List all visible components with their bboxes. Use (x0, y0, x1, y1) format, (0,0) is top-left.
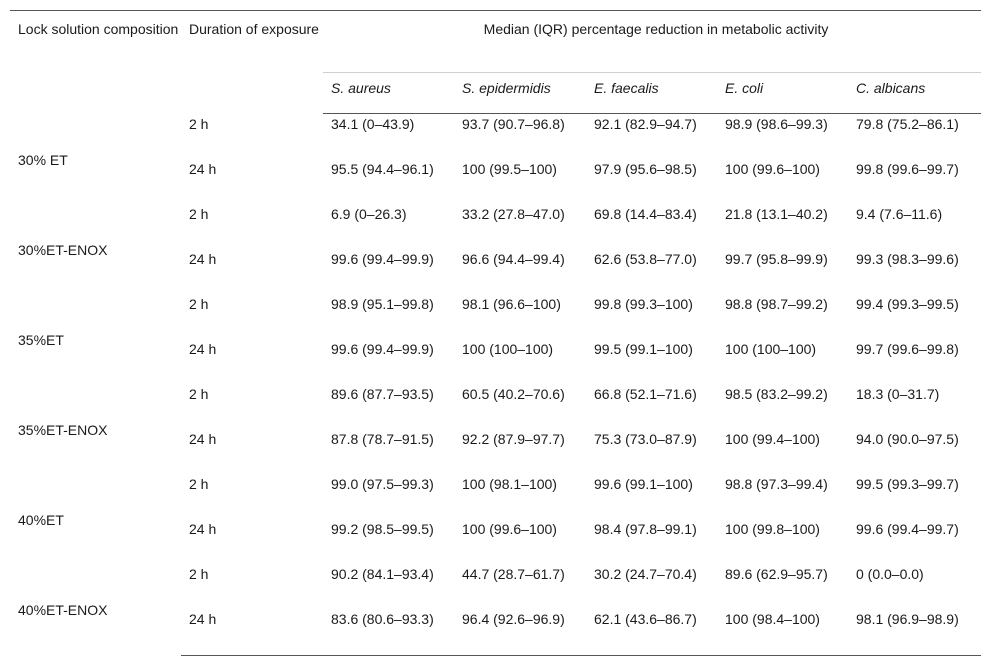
table-body (10, 114, 981, 656)
value-cell: 83.6 (80.6–93.3) (323, 610, 454, 656)
value-cell: 96.6 (94.4–99.4) (462, 251, 565, 267)
table-row (10, 385, 981, 430)
header-row (10, 11, 981, 73)
duration-cell: 2 h (189, 476, 209, 492)
value-cell: 69.8 (14.4–83.4) (594, 206, 697, 222)
composition-cell: 30%ET-ENOX (18, 242, 108, 258)
value-cell: 99.6 (99.4–99.9) (331, 251, 434, 267)
value-cell: 60.5 (40.2–70.6) (462, 386, 565, 402)
value-cell: 100 (99.4–100) (725, 431, 820, 447)
value-cell: 99.4 (99.3–99.5) (856, 296, 959, 312)
value-cell: 99.3 (98.3–99.6) (856, 251, 959, 267)
value-cell: 75.3 (73.0–87.9) (594, 431, 697, 447)
composition-cell: 35%ET-ENOX (18, 422, 108, 438)
composition-cell: 35%ET (18, 332, 64, 348)
duration-cell: 24 h (189, 161, 217, 177)
value-cell: 93.7 (90.7–96.8) (462, 116, 565, 132)
duration-cell: 2 h (189, 566, 209, 582)
value-cell: 99.6 (99.4–99.7) (856, 521, 959, 537)
value-cell: 99.5 (99.1–100) (594, 341, 693, 357)
value-cell: 96.4 (92.6–96.9) (454, 610, 586, 656)
value-cell: 95.5 (94.4–96.1) (331, 161, 434, 177)
value-cell: 98.9 (95.1–99.8) (331, 296, 434, 312)
composition-cell: 40%ET (18, 512, 64, 528)
table-row (10, 475, 981, 520)
table-row (10, 295, 981, 340)
value-cell: 100 (99.6–100) (462, 521, 557, 537)
value-cell: 98.5 (83.2–99.2) (725, 386, 828, 402)
value-cell: 30.2 (24.7–70.4) (594, 566, 697, 582)
value-cell: 99.6 (99.4–99.9) (331, 341, 434, 357)
value-cell: 98.9 (98.6–99.3) (725, 116, 828, 132)
header-organism: S. aureus (323, 73, 454, 114)
value-cell: 100 (100–100) (462, 341, 554, 357)
value-cell: 87.8 (78.7–91.5) (331, 431, 434, 447)
value-cell: 97.9 (95.6–98.5) (594, 161, 697, 177)
value-cell: 100 (99.5–100) (462, 161, 557, 177)
value-cell: 100 (99.6–100) (725, 161, 820, 177)
value-cell: 18.3 (0–31.7) (856, 386, 940, 402)
value-cell: 66.8 (52.1–71.6) (594, 386, 697, 402)
duration-cell: 24 h (189, 341, 217, 357)
value-cell: 99.2 (98.5–99.5) (331, 521, 434, 537)
duration-cell: 24 h (181, 610, 323, 656)
value-cell: 98.4 (97.8–99.1) (594, 521, 697, 537)
value-cell: 99.7 (95.8–99.9) (725, 251, 828, 267)
value-cell: 99.7 (99.6–99.8) (856, 341, 959, 357)
header-lock-solution: Lock solution composition (10, 11, 181, 114)
header-organism: E. faecalis (586, 73, 717, 114)
value-cell: 89.6 (87.7–93.5) (331, 386, 434, 402)
header-duration: Duration of exposure (181, 11, 323, 114)
value-cell: 94.0 (90.0–97.5) (856, 431, 959, 447)
header-organism: C. albicans (848, 73, 981, 114)
value-cell: 98.8 (97.3–99.4) (725, 476, 828, 492)
value-cell: 99.0 (97.5–99.3) (331, 476, 434, 492)
value-cell: 62.1 (43.6–86.7) (586, 610, 717, 656)
value-cell: 99.8 (99.6–99.7) (856, 161, 959, 177)
value-cell: 79.8 (75.2–86.1) (856, 116, 959, 132)
value-cell: 6.9 (0–26.3) (331, 206, 407, 222)
value-cell: 92.1 (82.9–94.7) (594, 116, 697, 132)
table-row (10, 565, 981, 610)
value-cell: 100 (99.8–100) (725, 521, 820, 537)
results-table (10, 10, 981, 656)
value-cell: 89.6 (62.9–95.7) (725, 566, 828, 582)
duration-cell: 24 h (189, 251, 217, 267)
value-cell: 100 (100–100) (725, 341, 817, 357)
duration-cell: 2 h (189, 206, 209, 222)
value-cell: 98.8 (98.7–99.2) (725, 296, 828, 312)
composition-cell: 40%ET-ENOX (18, 602, 108, 619)
value-cell: 99.6 (99.1–100) (594, 476, 693, 492)
duration-cell: 2 h (189, 296, 209, 312)
value-cell: 98.1 (96.6–100) (462, 296, 561, 312)
value-cell: 100 (98.4–100) (717, 610, 848, 656)
value-cell: 0 (0.0–0.0) (856, 566, 924, 582)
duration-cell: 24 h (189, 521, 217, 537)
value-cell: 98.1 (96.9–98.9) (848, 610, 981, 656)
duration-cell: 2 h (189, 115, 209, 132)
duration-cell: 24 h (189, 431, 217, 447)
value-cell: 21.8 (13.1–40.2) (725, 206, 828, 222)
composition-cell: 30% ET (18, 151, 68, 168)
header-organism: S. epidermidis (454, 73, 586, 114)
value-cell: 99.5 (99.3–99.7) (856, 476, 959, 492)
table-row (10, 114, 981, 161)
value-cell: 34.1 (0–43.9) (331, 116, 415, 132)
value-cell: 44.7 (28.7–61.7) (462, 566, 565, 582)
header-span-title: Median (IQR) percentage reduction in metabolic activity (323, 11, 981, 73)
value-cell: 9.4 (7.6–11.6) (856, 206, 943, 222)
value-cell: 99.8 (99.3–100) (594, 296, 693, 312)
value-cell: 33.2 (27.8–47.0) (462, 206, 565, 222)
value-cell: 90.2 (84.1–93.4) (331, 566, 434, 582)
value-cell: 100 (98.1–100) (462, 476, 557, 492)
header-organism: E. coli (717, 73, 848, 114)
table-row (10, 205, 981, 250)
value-cell: 92.2 (87.9–97.7) (462, 431, 565, 447)
value-cell: 62.6 (53.8–77.0) (594, 251, 697, 267)
duration-cell: 2 h (189, 386, 209, 402)
